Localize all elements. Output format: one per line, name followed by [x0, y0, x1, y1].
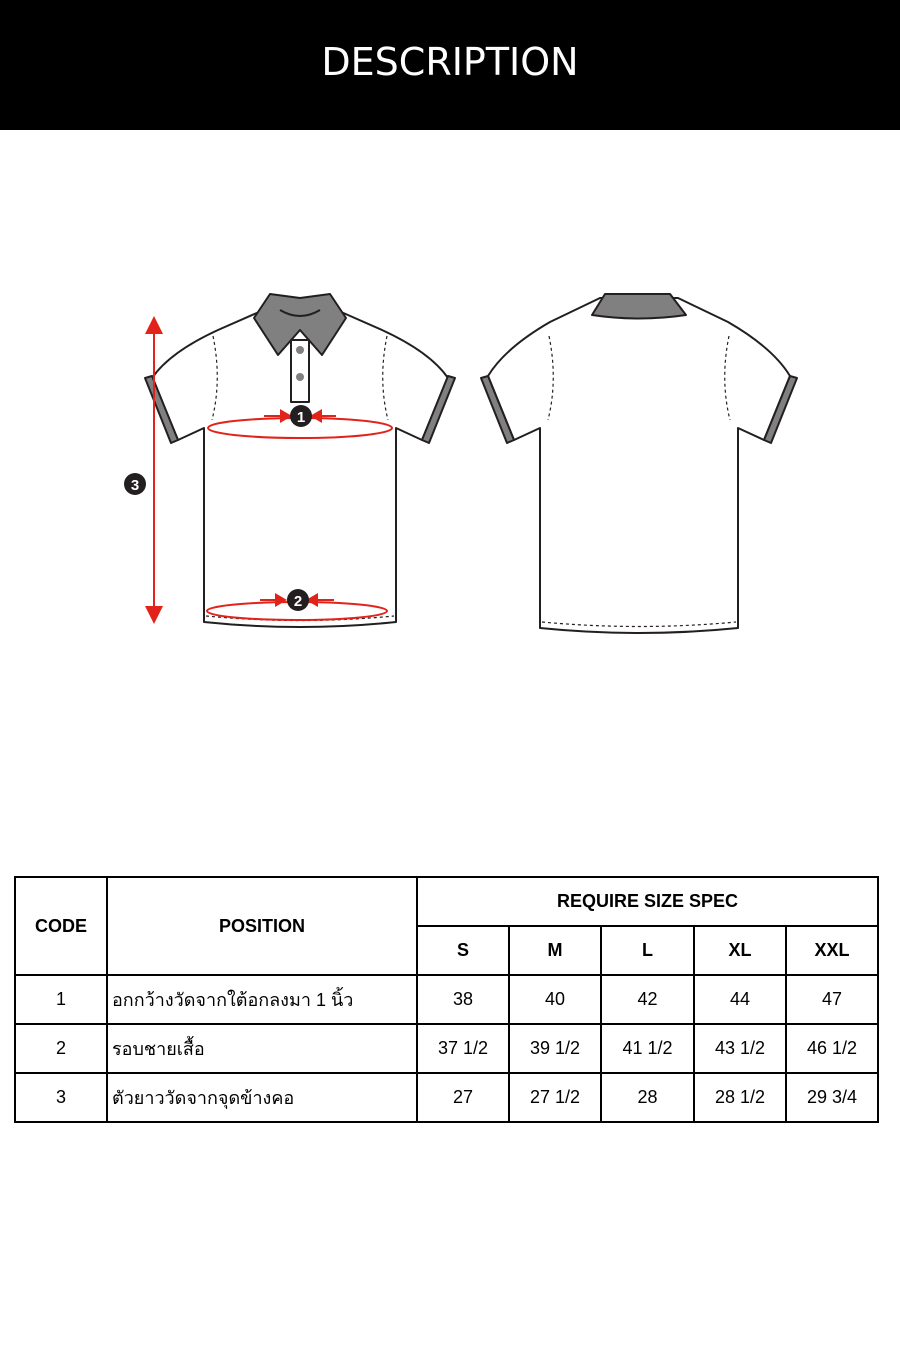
page-title: DESCRIPTION — [321, 40, 579, 84]
row-value: 28 1/2 — [694, 1073, 786, 1122]
size-header: XXL — [786, 926, 878, 975]
row-value: 40 — [509, 975, 601, 1024]
size-header: L — [601, 926, 694, 975]
row-value: 46 1/2 — [786, 1024, 878, 1073]
row-value: 47 — [786, 975, 878, 1024]
row-code: 1 — [15, 975, 107, 1024]
row-value: 44 — [694, 975, 786, 1024]
size-header: S — [417, 926, 509, 975]
size-spec-table — [14, 876, 879, 1123]
size-header: XL — [694, 926, 786, 975]
row-code: 2 — [15, 1024, 107, 1073]
marker-3-icon — [124, 473, 146, 495]
row-value: 39 1/2 — [509, 1024, 601, 1073]
size-header: M — [509, 926, 601, 975]
row-value: 37 1/2 — [417, 1024, 509, 1073]
row-position: รอบชายเสื้อ — [107, 1024, 417, 1073]
table-row — [15, 1024, 878, 1073]
row-value: 43 1/2 — [694, 1024, 786, 1073]
marker-2-label: 2 — [293, 593, 303, 610]
shirt-back-icon — [481, 294, 797, 633]
header-size-spec: REQUIRE SIZE SPEC — [417, 877, 878, 926]
table-row — [15, 975, 878, 1024]
row-position: ตัวยาววัดจากจุดข้างคอ — [107, 1073, 417, 1122]
row-value: 27 — [417, 1073, 509, 1122]
shirt-front-icon — [145, 294, 455, 627]
row-value: 42 — [601, 975, 694, 1024]
header-position: POSITION — [107, 877, 417, 975]
row-value: 38 — [417, 975, 509, 1024]
length-arrow — [145, 316, 163, 624]
header-code: CODE — [15, 877, 107, 975]
row-value: 27 1/2 — [509, 1073, 601, 1122]
row-value: 28 — [601, 1073, 694, 1122]
marker-3-label: 3 — [130, 477, 140, 494]
row-value: 41 1/2 — [601, 1024, 694, 1073]
marker-1-label: 1 — [296, 409, 306, 426]
row-position: อกกว้างวัดจากใต้อกลงมา 1 นิ้ว — [107, 975, 417, 1024]
row-value: 29 3/4 — [786, 1073, 878, 1122]
header-bar — [0, 0, 900, 130]
shirt-measurement-diagram — [0, 280, 900, 650]
table-row — [15, 1073, 878, 1122]
row-code: 3 — [15, 1073, 107, 1122]
